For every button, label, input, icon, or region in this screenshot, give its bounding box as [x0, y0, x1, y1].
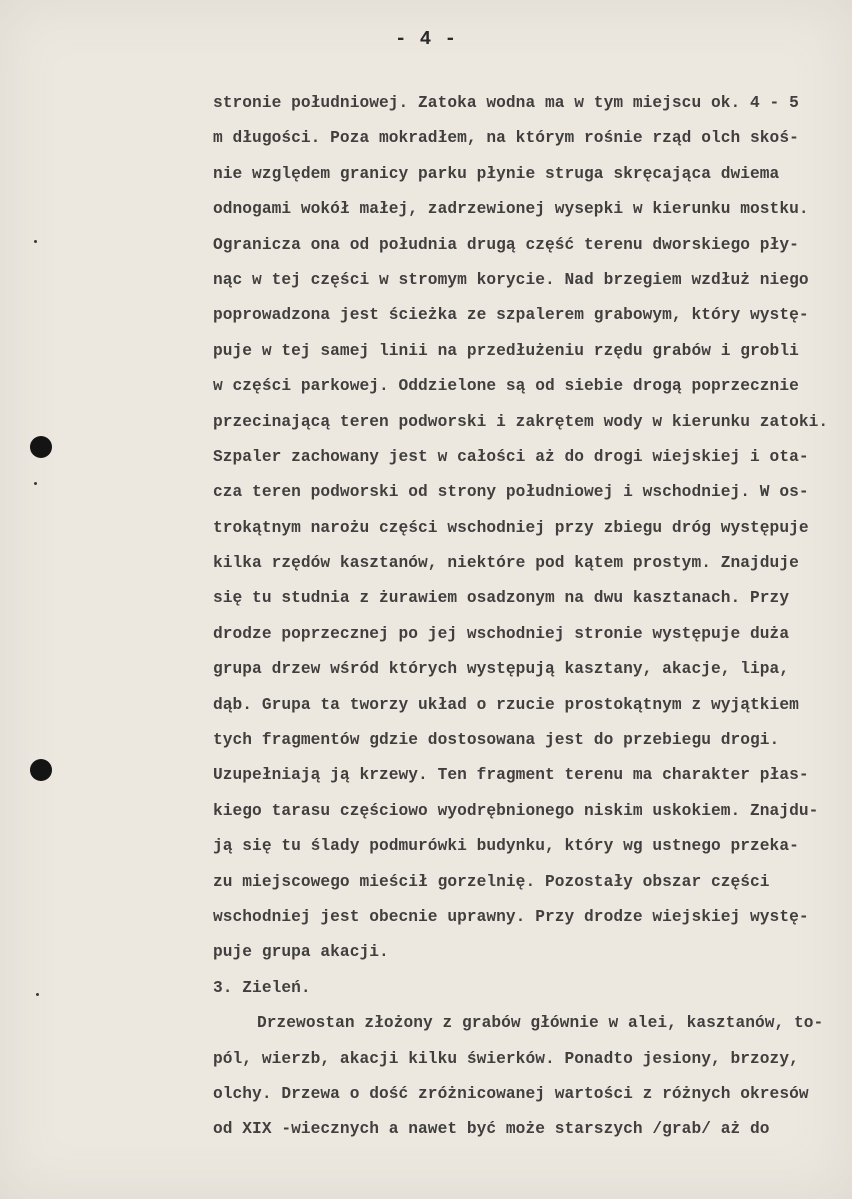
text-line: Szpaler zachowany jest w całości aż do drogi wiejskiej i ota- [213, 447, 809, 466]
text-line: drodze poprzecznej po jej wschodniej stronie występuje duża [213, 624, 790, 643]
text-line: nąc w tej części w stromym korycie. Nad brzegiem wzdłuż niego [213, 270, 809, 289]
text-line: odnogami wokół małej, zadrzewionej wysepki w kierunku mostku. [213, 200, 809, 219]
text-line: puje grupa akacji. [213, 943, 389, 962]
text-line: zu miejscowego mieścił gorzelnię. Pozostały obszar części [213, 872, 770, 891]
text-line: pól, wierzb, akacji kilku świerków. Ponadto jesiony, brzozy, [213, 1049, 799, 1068]
text-line: Uzupełniają ją krzewy. Ten fragment terenu ma charakter płas- [213, 766, 809, 785]
paper-speck [34, 482, 37, 485]
text-line: kiego tarasu częściowo wyodrębnionego niskim uskokiem. Znajdu- [213, 801, 819, 820]
text-line: Ogranicza ona od południa drugą część terenu dworskiego pły- [213, 235, 799, 254]
text-line: stronie południowej. Zatoka wodna ma w tym miejscu ok. 4 - 5 [213, 94, 799, 112]
text-line: tych fragmentów gdzie dostosowana jest do przebiegu drogi. [213, 731, 780, 750]
text-line: ją się tu ślady podmurówki budynku, który wg ustnego przeka- [213, 837, 799, 856]
page-number: - 4 - [394, 28, 457, 50]
text-line: od XIX -wiecznych a nawet być może starszych /grab/ aż do [213, 1120, 770, 1139]
text-line: przecinającą teren podworski i zakrętem wody w kierunku zatoki. [213, 412, 829, 431]
text-line: puje w tej samej linii na przedłużeniu rzędu grabów i grobli [213, 341, 799, 360]
body-text [213, 86, 843, 1148]
text-line: trokątnym narożu części wschodniej przy zbiegu dróg występuje [213, 518, 809, 537]
paper-speck [36, 993, 39, 996]
text-line: dąb. Grupa ta tworzy układ o rzucie prostokątnym z wyjątkiem [213, 695, 799, 714]
section-heading: 3. Zieleń. [213, 978, 311, 997]
text-line: grupa drzew wśród których występują kasztany, akacje, lipa, [213, 660, 790, 679]
punch-hole-lower [30, 759, 52, 781]
text-line: się tu studnia z żurawiem osadzonym na dwu kasztanach. Przy [213, 589, 790, 608]
paper-speck [34, 240, 37, 243]
text-line: Drzewostan złożony z grabów głównie w alei, kasztanów, to- [257, 1014, 824, 1033]
text-line: nie względem granicy parku płynie struga skręcająca dwiema [213, 164, 780, 183]
text-line: m długości. Poza mokradłem, na którym rośnie rząd olch skoś- [213, 129, 799, 148]
text-line: w części parkowej. Oddzielone są od siebie drogą poprzecznie [213, 377, 799, 396]
text-line: wschodniej jest obecnie uprawny. Przy drodze wiejskiej wystę- [213, 907, 809, 926]
text-line: kilka rzędów kasztanów, niektóre pod kątem prostym. Znajduje [213, 554, 799, 573]
text-line: poprowadzona jest ścieżka ze szpalerem grabowym, który wystę- [213, 306, 809, 325]
text-line: olchy. Drzewa o dość zróżnicowanej wartości z różnych okresów [213, 1084, 809, 1103]
text-line: cza teren podworski od strony południowej i wschodniej. W os- [213, 483, 809, 502]
punch-hole-upper [30, 436, 52, 458]
